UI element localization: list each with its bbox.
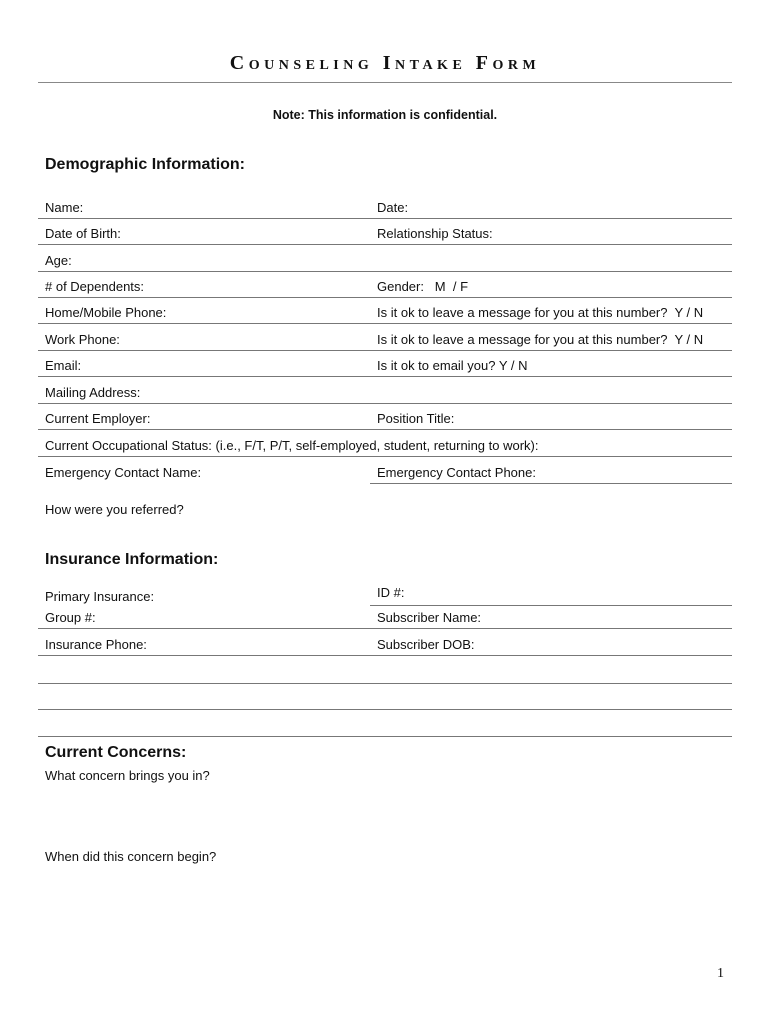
occupational-status-field-label[interactable]: Current Occupational Status: (i.e., F/T, P/T, self-employed, student, returning to work): bbox=[45, 438, 539, 453]
mailing-address-field-label[interactable]: Mailing Address: bbox=[45, 385, 141, 400]
form-row-dependents bbox=[38, 272, 732, 298]
group-number-field-label[interactable]: Group #: bbox=[45, 610, 96, 625]
date-of-birth-field-label[interactable]: Date of Birth: bbox=[45, 226, 121, 241]
form-row-occupational-status bbox=[38, 431, 732, 457]
row-underline bbox=[38, 628, 732, 629]
blank-line[interactable] bbox=[38, 709, 732, 710]
form-row-name bbox=[38, 193, 732, 219]
primary-insurance-field-label[interactable]: Primary Insurance: bbox=[45, 589, 155, 604]
form-row-age bbox=[38, 246, 732, 272]
form-row-group bbox=[38, 603, 732, 629]
form-row-insurance-phone bbox=[38, 630, 732, 656]
form-title: Counseling Intake Form bbox=[229, 52, 541, 74]
row-underline bbox=[38, 655, 732, 656]
row-underline bbox=[370, 483, 732, 484]
form-row-emergency-contact bbox=[38, 458, 732, 484]
age-field-label[interactable]: Age: bbox=[45, 253, 72, 268]
form-row-mailing-address bbox=[38, 378, 732, 404]
page-number: 1 bbox=[717, 966, 724, 981]
home-phone-field-label[interactable]: Home/Mobile Phone: bbox=[45, 305, 167, 320]
form-row-work-phone bbox=[38, 325, 732, 351]
subscriber-name-field-label[interactable]: Subscriber Name: bbox=[377, 610, 482, 625]
date-field-label[interactable]: Date: bbox=[377, 200, 409, 215]
form-row-employer bbox=[38, 404, 732, 430]
row-underline bbox=[38, 323, 370, 324]
dependents-field-label[interactable]: # of Dependents: bbox=[45, 279, 145, 294]
row-underline bbox=[38, 376, 370, 377]
form-row-home-phone bbox=[38, 298, 732, 324]
row-underline bbox=[370, 323, 732, 324]
demographic-heading: Demographic Information: bbox=[45, 156, 246, 173]
blank-line[interactable] bbox=[38, 683, 732, 684]
insurance-heading: Insurance Information: bbox=[45, 551, 219, 568]
emergency-contact-name-field-label[interactable]: Emergency Contact Name: bbox=[45, 465, 202, 480]
row-underline bbox=[38, 429, 732, 430]
position-title-field-label[interactable]: Position Title: bbox=[377, 411, 455, 426]
name-field-label[interactable]: Name: bbox=[45, 200, 84, 215]
gender-field-label[interactable]: Gender: M / F bbox=[377, 279, 469, 294]
work-phone-message-question[interactable]: Is it ok to leave a message for you at this number? Y / N bbox=[377, 332, 704, 347]
row-underline bbox=[38, 456, 732, 457]
row-underline bbox=[38, 244, 732, 245]
concerns-heading: Current Concerns: bbox=[45, 744, 187, 761]
employer-field-label[interactable]: Current Employer: bbox=[45, 411, 151, 426]
referral-question[interactable]: How were you referred? bbox=[45, 502, 184, 517]
insurance-id-field-label[interactable]: ID #: bbox=[377, 585, 405, 600]
relationship-status-field-label[interactable]: Relationship Status: bbox=[377, 226, 493, 241]
row-underline bbox=[370, 376, 732, 377]
emergency-contact-phone-field-label[interactable]: Emergency Contact Phone: bbox=[377, 465, 536, 480]
form-row-dob bbox=[38, 219, 732, 245]
email-permission-question[interactable]: Is it ok to email you? Y / N bbox=[377, 358, 528, 373]
concern-question[interactable]: What concern brings you in? bbox=[45, 768, 210, 783]
insurance-phone-field-label[interactable]: Insurance Phone: bbox=[45, 637, 147, 652]
subscriber-dob-field-label[interactable]: Subscriber DOB: bbox=[377, 637, 475, 652]
form-row-email bbox=[38, 351, 732, 377]
confidential-note: Note: This information is confidential. bbox=[272, 108, 498, 122]
concern-start-question[interactable]: When did this concern begin? bbox=[45, 849, 217, 864]
home-phone-message-question[interactable]: Is it ok to leave a message for you at this number? Y / N bbox=[377, 305, 704, 320]
email-field-label[interactable]: Email: bbox=[45, 358, 82, 373]
work-phone-field-label[interactable]: Work Phone: bbox=[45, 332, 120, 347]
title-divider bbox=[38, 82, 732, 83]
blank-line[interactable] bbox=[38, 736, 732, 737]
